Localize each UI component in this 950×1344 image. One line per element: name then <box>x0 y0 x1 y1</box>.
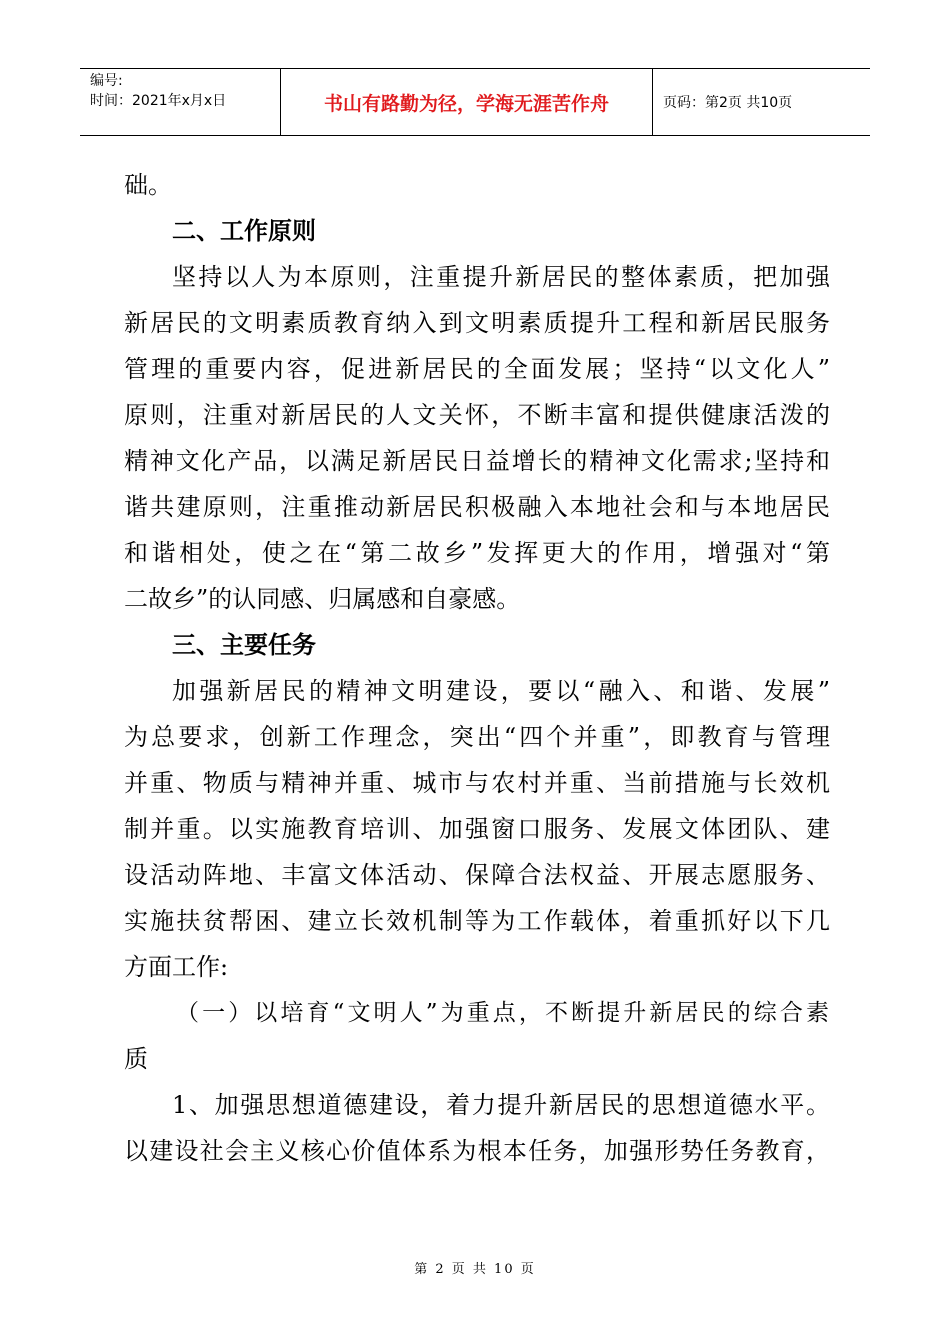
paragraph-line: 谐共建原则，注重推动新居民积极融入本地社会和与本地居民 <box>124 493 830 521</box>
paragraph-line: 设活动阵地、丰富文体活动、保障合法权益、开展志愿服务、 <box>124 861 830 889</box>
paragraph-line: 精神文化产品，以满足新居民日益增长的精神文化需求;坚持和 <box>124 447 830 475</box>
paragraph-line: 实施扶贫帮困、建立长效机制等为工作载体，着重抓好以下几 <box>124 907 830 935</box>
section-heading-principles: 二、工作原则 <box>172 217 316 245</box>
date-label: 时间：2021年x月x日 <box>90 93 227 109</box>
paragraph-line: 并重、物质与精神并重、城市与农村并重、当前措施与长效机 <box>124 769 830 797</box>
paragraph-line: 和谐相处，使之在“第二故乡”发挥更大的作用，增强对“第 <box>124 539 830 567</box>
paragraph-line: 新居民的文明素质教育纳入到文明素质提升工程和新居民服务 <box>124 309 830 337</box>
paragraph-line: 坚持以人为本原则，注重提升新居民的整体素质，把加强 <box>172 263 830 291</box>
paragraph-line: 以建设社会主义核心价值体系为根本任务，加强形势任务教育， <box>124 1137 830 1165</box>
header-meta-cell <box>80 69 281 135</box>
paragraph-line: 原则，注重对新居民的人文关怀，不断丰富和提供健康活泼的 <box>124 401 830 429</box>
document-body <box>124 162 830 1174</box>
document-header <box>80 68 870 136</box>
paragraph-line: 方面工作: <box>124 953 229 981</box>
header-motto: 书山有路勤为径，学海无涯苦作舟 <box>281 69 653 135</box>
header-page-info: 页码：第2页 共10页 <box>663 95 793 111</box>
paragraph-line: 质 <box>124 1045 148 1073</box>
paragraph-line: 制并重。以实施教育培训、加强窗口服务、发展文体团队、建 <box>124 815 830 843</box>
paragraph-line: 加强新居民的精神文明建设，要以“融入、和谐、发展” <box>172 677 830 705</box>
page-footer: 第 2 页 共 10 页 <box>414 1262 536 1277</box>
paragraph-line: 础。 <box>124 171 172 199</box>
paragraph-line: 管理的重要内容，促进新居民的全面发展；坚持“以文化人” <box>124 355 830 383</box>
section-heading-tasks: 三、主要任务 <box>172 631 316 659</box>
serial-number-label: 编号: <box>90 73 123 89</box>
paragraph-line: 为总要求，创新工作理念，突出“四个并重”，即教育与管理 <box>124 723 830 751</box>
paragraph-line: 1、加强思想道德建设，着力提升新居民的思想道德水平。 <box>172 1091 830 1119</box>
paragraph-line: 二故乡”的认同感、归属感和自豪感。 <box>124 585 521 613</box>
subsection-heading: （一）以培育“文明人”为重点，不断提升新居民的综合素 <box>176 1000 830 1026</box>
